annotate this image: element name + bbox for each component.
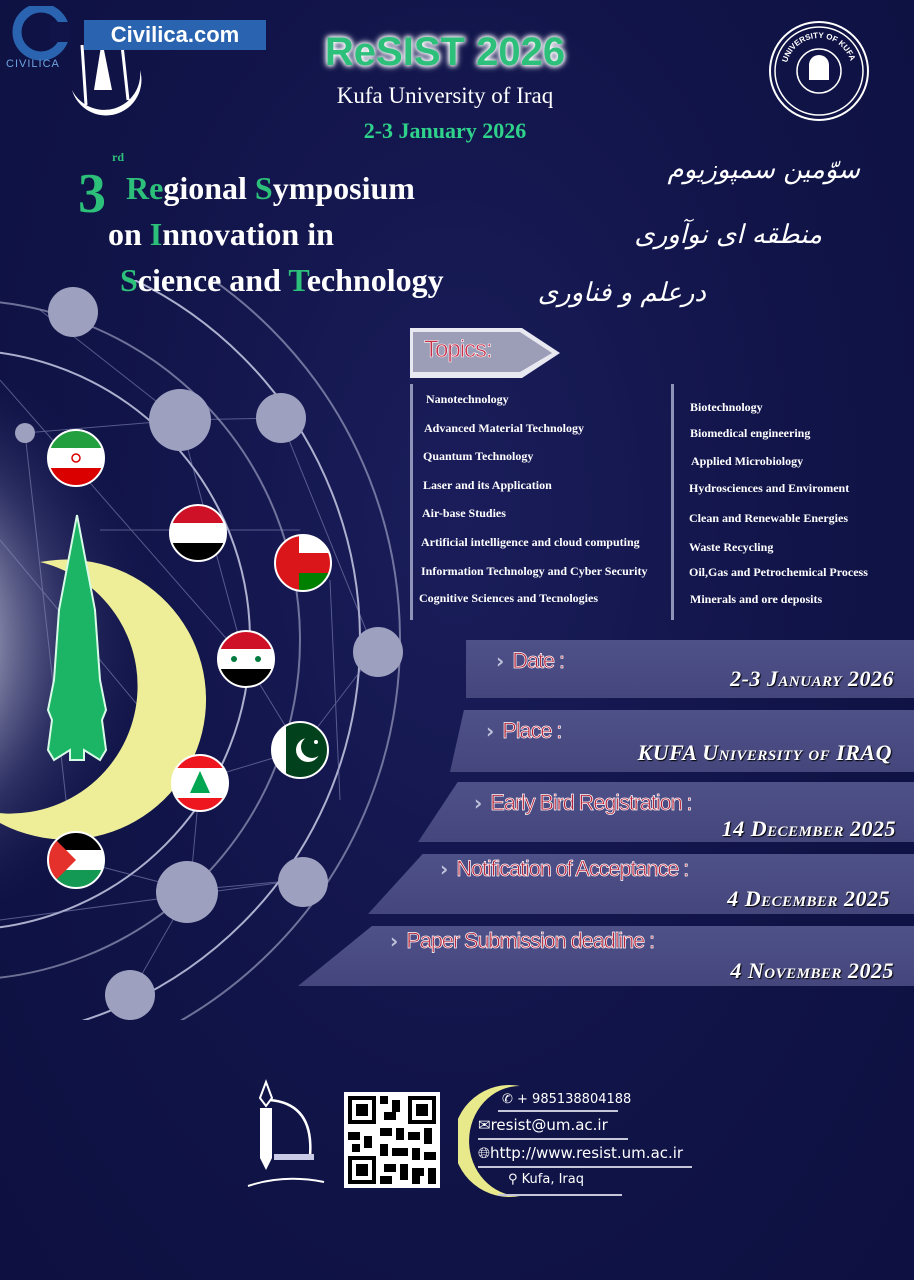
topics-right-divider bbox=[671, 384, 674, 620]
topic-item: Clean and Renewable Energies bbox=[689, 511, 848, 525]
divider bbox=[498, 1110, 618, 1112]
chevron-right-icon: › bbox=[496, 649, 505, 673]
chevron-right-icon: › bbox=[474, 791, 483, 815]
topic-item: Advanced Material Technology bbox=[424, 421, 585, 435]
flag-pakistan-icon bbox=[270, 720, 330, 780]
topics-heading: Topics: bbox=[424, 336, 492, 363]
submission-value: 4 November 2025 bbox=[730, 958, 894, 983]
flag-lebanon-icon bbox=[170, 753, 230, 813]
notification-label: › Notification of Acceptance : bbox=[440, 856, 689, 881]
topic-item: Nanotechnology bbox=[426, 392, 509, 406]
divider bbox=[478, 1166, 692, 1168]
early-bird-value: 14 December 2025 bbox=[721, 816, 896, 841]
email-address[interactable]: resist@um.ac.ir bbox=[490, 1116, 608, 1134]
persian-title-line-2: منطقه ای نوآوری bbox=[634, 220, 822, 250]
flag-syria-icon bbox=[216, 629, 276, 689]
persian-title-line-3: درعلم و فناوری bbox=[537, 278, 706, 308]
website-row bbox=[478, 1144, 683, 1162]
persian-title-line-1: سوّمین سمپوزیوم bbox=[667, 155, 860, 185]
topic-item: Cognitive Sciences and Tecnologies bbox=[419, 591, 599, 605]
topic-item: Biotechnology bbox=[690, 400, 763, 414]
ferdowsi-university-logo-icon bbox=[244, 1078, 328, 1196]
ordinal-number: 3 bbox=[78, 163, 106, 225]
event-acronym: ReSIST 2026 bbox=[324, 30, 566, 74]
phone-row bbox=[502, 1092, 631, 1107]
topic-item: Waste Recycling bbox=[689, 540, 774, 554]
date-value: 2-3 January 2026 bbox=[730, 666, 894, 691]
topic-item: Minerals and ore deposits bbox=[690, 592, 823, 606]
symposium-title-line-1: Regional Symposium bbox=[126, 170, 415, 206]
symposium-title-line-3: Science and Technology bbox=[120, 262, 444, 298]
topic-item: Quantum Technology bbox=[423, 449, 534, 463]
qr-code[interactable] bbox=[344, 1092, 440, 1188]
flag-palestine-icon bbox=[46, 830, 106, 890]
host-university: Kufa University of Iraq bbox=[336, 83, 554, 108]
location-text: Kufa, Iraq bbox=[521, 1172, 584, 1187]
topic-item: Laser and its Application bbox=[423, 478, 552, 492]
civilica-badge[interactable]: Civilica.com bbox=[84, 20, 266, 50]
university-of-kufa-seal-icon bbox=[768, 20, 870, 122]
ordinal-suffix: rd bbox=[112, 150, 124, 164]
topic-item: Hydrosciences and Enviroment bbox=[689, 481, 850, 495]
early-bird-label: › Early Bird Registration : bbox=[474, 790, 692, 815]
email-row bbox=[478, 1116, 608, 1134]
symposium-title-line-2: on Innovation in bbox=[108, 216, 334, 252]
submission-label: › Paper Submission deadline : bbox=[390, 928, 654, 953]
phone-icon: ✆ bbox=[502, 1092, 518, 1107]
topics-left-divider bbox=[410, 384, 413, 620]
chevron-right-icon: › bbox=[390, 929, 399, 953]
chevron-right-icon: › bbox=[486, 719, 495, 743]
globe-icon: 🌐︎ bbox=[478, 1144, 491, 1162]
civilica-wordmark: CIVILICA bbox=[6, 58, 60, 70]
topic-item: Air-base Studies bbox=[422, 506, 506, 520]
topic-item: Oil,Gas and Petrochemical Process bbox=[689, 565, 868, 579]
topic-item: Artificial intelligence and cloud computing bbox=[421, 535, 640, 549]
location-pin-icon: ⚲ bbox=[508, 1172, 522, 1187]
divider bbox=[478, 1138, 628, 1140]
seal-text: UNIVERSITY OF KUFA bbox=[780, 30, 858, 64]
place-label: › Place : bbox=[486, 718, 562, 743]
chevron-right-icon: › bbox=[440, 857, 449, 881]
topic-item: Biomedical engineering bbox=[690, 426, 811, 440]
place-value: KUFA University of IRAQ bbox=[637, 740, 892, 765]
phone-number[interactable]: + 985138804188 bbox=[517, 1092, 632, 1107]
date-label: › Date : bbox=[496, 648, 564, 673]
flag-iran-icon bbox=[46, 428, 106, 488]
topic-item: Applied Microbiology bbox=[691, 454, 804, 468]
flag-yemen-icon bbox=[168, 503, 228, 563]
email-icon: ✉ bbox=[478, 1116, 491, 1134]
notification-value: 4 December 2025 bbox=[727, 886, 890, 911]
network-globe-graphic bbox=[0, 280, 420, 1020]
divider bbox=[498, 1194, 622, 1196]
location-row bbox=[508, 1172, 584, 1187]
topic-item: Information Technology and Cyber Security bbox=[421, 564, 648, 578]
flag-oman-icon bbox=[273, 533, 333, 593]
website-link[interactable]: http://www.resist.um.ac.ir bbox=[490, 1144, 684, 1162]
event-dates: 2-3 January 2026 bbox=[363, 118, 527, 143]
